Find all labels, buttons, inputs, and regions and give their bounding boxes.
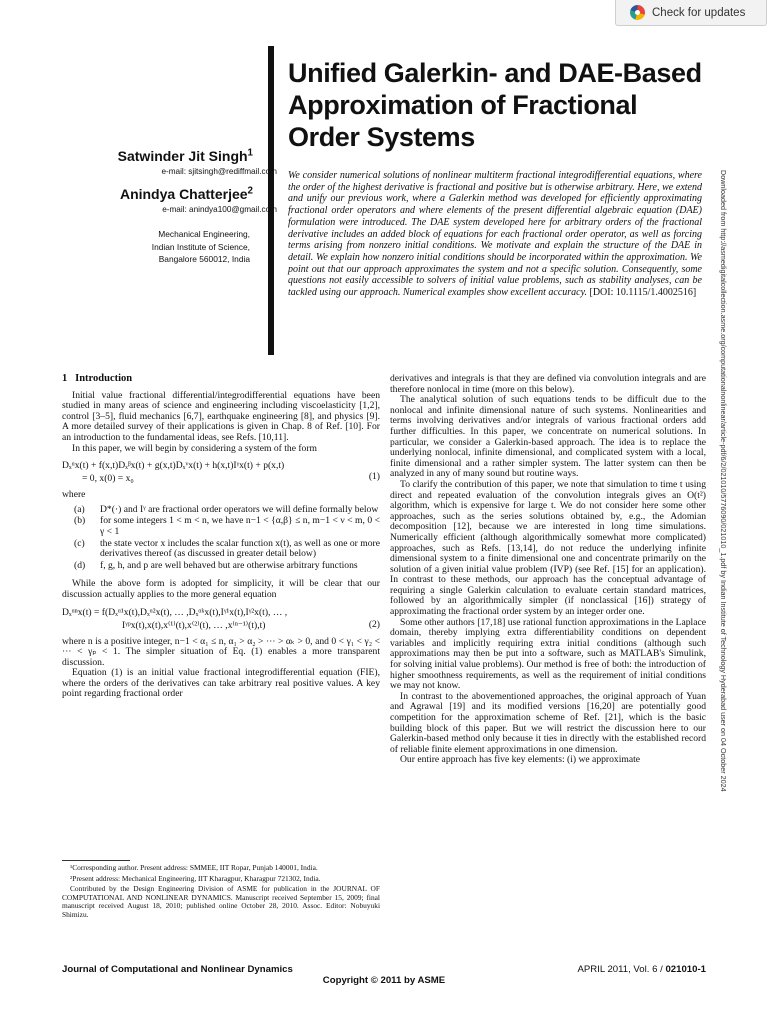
author-name-2: Anindya Chatterjee$^2$ [119,185,253,202]
equation-number: (1) [368,471,380,483]
list-item: (b) for some integers 1 < m < n, we have n−1 < {α,β} ≤ n, m−1 < ν < m, 0 < γ < 1 [74,515,380,537]
list-item: (a) D*(·) and Iᵞ are fractional order operators we will define formally below [74,503,379,515]
paper-title: Unified Galerkin- and DAE-Based Approximation of Fractional Order Systems [288,58,702,152]
check-for-updates-label: Check for updates [652,6,746,19]
title-divider [268,46,274,355]
crossmark-icon [630,5,645,20]
check-for-updates-button[interactable] [615,0,767,26]
paragraph: where n is a positive integer, n−1 < α₁ ≤ n, α₁ > α₂ > ⋯ > αₖ > 0, and 0 < γ₁ < γ₂ < ⋯ < γₚ < 1. The simpler situation of Eq. (1) enables a more transparent discussion. [62,635,380,668]
paragraph: The analytical solution of such equations tends to be difficult due to the nonlocal and infinite dimensional nature of such systems. Nonlinearities and terms involving derivatives and/or integrals of various fractional orders add further difficulties. In this paper, we concentrate on numerical solutions. In particular, we consider a Galerkin-based approach. The idea is to replace the underlying nonlocal, infinite dimensional, and complicated system with a local, finite dimensional and a rather simpler system. The latter system can then be analyzed in any of many sound but routine ways. [390,394,706,480]
affiliation [130,228,250,266]
abstract-text: We consider numerical solutions of nonlinear multiterm fractional integrodifferential equations, where the order of the highest derivative is fractional and positive but is otherwise arbitrary. Here, we extend and unify our previous work, where a Galerkin method was developed for efficiently approximating fractional order operators and where elements of the present differential algebraic equation (DAE) formulation were introduced. The DAE system developed here for arbitrary orders of the fractional derivative includes an added block of equations for each fractional order operator, as well as forcing terms arising from nonzero initial conditions. We motivate and explain the structure of the DAE in detail. We explain how nonzero initial conditions should be incorporated within the approximation. We point out that our approach approximates the system and not a specific solution. Consequently, some questions not easily accessible to solvers of initial value problems, such as stability analyses, can be tackled using our approach. Numerical examples show excellent accuracy. [288,170,702,299]
paragraph: While the above form is adopted for simplicity, it will be clear that our discussion actually applies to the more general equation [62,578,380,600]
equation-1: Dₓᵅx(t) + f(x,t)Dₓᵝx(t) + g(x,t)Dₓᵛx(t) + h(x,t)Iᵞx(t) + p(x,t) = 0, x(0) = x₀ (1) [62,460,380,485]
equation-number: (2) [368,618,380,630]
page-number: 021010-1 [665,964,706,975]
author-email-1: e-mail: sjitsingh@rediffmail.com [161,167,277,176]
paragraph: To clarify the contribution of this paper, we note that simulation to time t using direct and repeated evaluation of the convolution integrals gives an O(t²) algorithm, which is expensive for large t. We do not consider here some other approaches, such as the series solutions obtained by, e.g., the Adomian decomposition [12], because we are interested in long time simulations. Numerically efficient (although algorithmically somewhat more complicated) approaches, such as Refs. [13,14], do not reduce the underlying infinite dimensional system to a finite dimensional one and concentrate primarily on the solution of a given initial value problem (IVP) (see Ref. [15] for an application). In contrast to these methods, our approach has the conceptual advantage of requiring a single Galerkin calculation to evaluate certain standard matrices, followed by an algorithmically simpler (if nonclassical [16]) strategy of approximating the fractional order system by an integer order one. [390,478,706,618]
footnote: ¹Corresponding author. Present address: SMMEE, IIT Ropar, Punjab 140001, India. [70,863,318,872]
footnotes [62,864,380,922]
journal-name: Journal of Computational and Nonlinear Dynamics [62,964,293,975]
copyright: Copyright © 2011 by ASME [322,975,446,986]
affiliation-line: Bangalore 560012, India [158,254,250,264]
paragraph: derivatives and integrals is that they are defined via convolution integrals and are therefore nonlocal in time (more on this below). [390,373,706,395]
author-name-1: Satwinder Jit Singh$^1$ [117,147,253,164]
paragraph: Some other authors [17,18] use rational function approximations in the Laplace domain, thereby implying extra differentiability conditions on dependent variables and implicitly requiring extra initial conditions (although such approximations may then be put into a software, such as MATLAB's Simulink, for solving initial value problems). Our method is free of both: the introduction of higher smoothness requirements, as well as the requirement of initial conditions we may not know. [390,616,706,692]
issue-info: APRIL 2011, Vol. 6 / 021010-1 [577,964,706,975]
list-item: (c) the state vector x includes the scalar function x(t), as well as one or more derivatives thereof (as discussed in greater detail below) [74,537,380,560]
footnote: ²Present address: Mechanical Engineering, IIT Kharagpur, Kharagpur 721302, India. [70,873,321,883]
footnote: Contributed by the Design Engineering Division of ASME for publication in the JOURNAL OF COMPUTATIONAL AND NONLINEAR DYNAMICS. Manuscript received September 15, 2009; final manuscript received August 18, 2010; published online October 28, 2010. Assoc. Editor: Nobuyuki Shimizu. [62,884,380,919]
right-column [390,374,706,766]
abstract [288,170,702,299]
paragraph: Equation (1) is an initial value fractional integrodifferential equation (FIE), where the orders of the derivatives can take arbitrary real positive values. A key point regarding fractional order [62,667,380,700]
left-column [62,374,380,700]
download-watermark: Downloaded from http://asmedigitalcollection.asme.org/computationalnonlinear/article-pdf/6/2/021010/5776090/021010_1.pdf by Indian Institute of Technology Hyderabad user on 04 October 2024 [719,170,728,792]
footnote-rule [62,860,130,861]
doi: [DOI: 10.1115/1.4002516] [589,287,697,299]
author-email-2: e-mail: anindya100@gmail.com [162,205,277,214]
paragraph: Our entire approach has five key elements: (i) we approximate [400,754,641,766]
section-heading: 1 Introduction [62,373,133,384]
paragraph: where [62,489,86,501]
paragraph: In this paper, we will begin by considering a system of the form [72,442,318,454]
affiliation-line: Indian Institute of Science, [151,241,250,252]
condition-list [62,505,380,572]
paragraph: In contrast to the abovementioned approaches, the original approach of Yuan and Agrawal [19] and its modified versions [16,20] are potentially good competition for the approximation scheme of Ref. [21], which is the basic building block of this paper. But we will restrict the discussion here to our Galerkin-based method only because it ties in directly with the established record of reliable finite element approximations in one dimension. [390,690,706,755]
equation-2: Dₓᵅⁿx(t) = f(Dₓᵅ¹x(t),Dₓᵅ²x(t), … ,Dₓᵅᵏx(t),Iᵞ¹x(t),Iᵞ²x(t), … , Iᵞᵖx(t),x(t),x⁽¹⁾(t),x⁽²⁾(t), … ,x⁽ⁿ⁻¹⁾(t),t) (2) [62,606,380,631]
paragraph: Initial value fractional differential/integrodifferential equations have been studied in many areas of science and engineering including viscoelasticity [1,2], control [3–5], fluid mechanics [6,7], earthquake engineering [8], and physics [9]. A more detailed survey of their applications is given in Chap. 8 of Ref. [10]. For an introduction to the fundamental ideas, see Refs. [10,11]. [62,389,380,443]
list-item: (d) f, g, h, and p are well behaved but are otherwise arbitrary functions [74,559,358,571]
affiliation-line: Mechanical Engineering, [158,229,250,239]
